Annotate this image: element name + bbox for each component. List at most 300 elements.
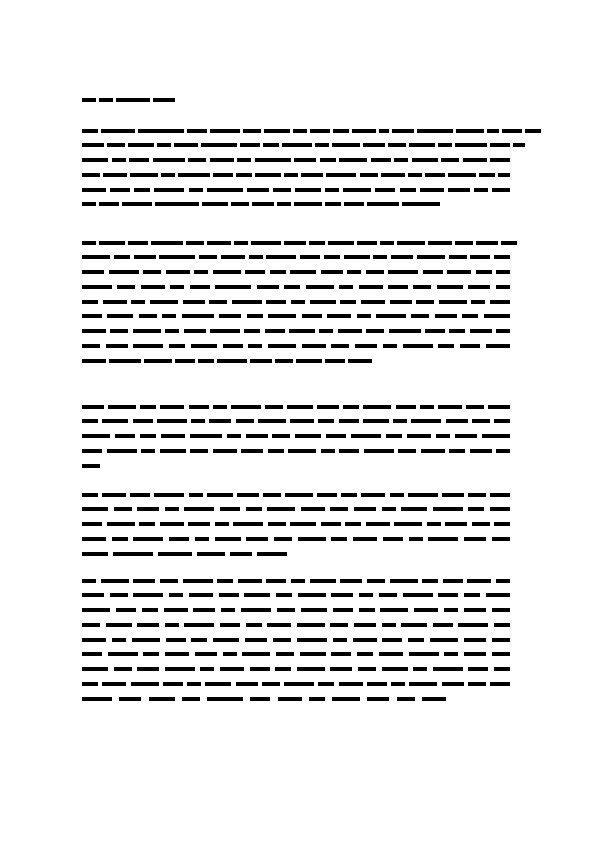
word-block [468,493,486,497]
word-block [309,697,325,701]
word-block [484,314,510,318]
word-block [221,255,245,259]
word-block [328,241,354,245]
word-block [496,579,510,583]
word-block [250,697,270,701]
word-block [441,158,459,162]
word-block [207,241,231,245]
word-block [390,300,412,304]
word-block [293,129,307,133]
word-block [438,344,454,348]
word-block [82,682,98,686]
word-block [332,697,360,701]
word-block [354,623,376,627]
word-block [300,255,320,259]
word-block [133,344,163,348]
word-block [455,241,473,245]
word-block [130,493,150,497]
word-block [401,507,427,511]
word-block [144,359,172,363]
word-block [250,359,272,363]
word-block [367,697,389,701]
word-block [416,300,434,304]
word-block [82,270,104,274]
word-block [232,300,262,304]
word-block [302,344,326,348]
text-line [82,696,446,701]
word-block [330,623,348,627]
word-block [213,270,241,274]
word-block [119,697,141,701]
word-block [448,173,476,177]
word-block [134,255,156,259]
word-block [525,129,541,133]
word-block [133,329,161,333]
word-block [403,344,433,348]
word-block [462,314,478,318]
word-block [82,202,96,206]
word-block [165,623,179,627]
word-block [393,419,407,423]
text-line [82,578,510,583]
word-block [166,638,186,642]
word-block [366,522,390,526]
text-line [82,299,510,304]
word-block [436,434,450,438]
word-block [367,682,387,686]
word-block [227,434,241,438]
word-block [490,507,510,511]
word-block [107,314,133,318]
word-block [210,329,240,333]
word-block [359,593,373,597]
word-block [210,129,240,133]
word-block [82,143,104,147]
word-block [301,608,327,612]
word-block [129,158,149,162]
word-block [183,579,213,583]
word-block [263,143,279,147]
word-block [380,608,408,612]
word-block [215,522,229,526]
word-block [166,270,190,274]
word-block [353,638,377,642]
text-line [82,270,510,275]
word-block [82,608,110,612]
text-line [82,551,287,556]
word-block [82,638,106,642]
word-block [331,537,347,541]
word-block [236,419,254,423]
word-block [107,522,135,526]
word-block [131,682,159,686]
word-block [220,507,240,511]
word-block [160,579,178,583]
word-block [276,652,294,656]
word-block [414,608,438,612]
word-block [422,579,438,583]
word-block [359,285,383,289]
word-block [366,270,384,274]
word-block [394,158,408,162]
paragraph [82,128,510,207]
word-block [163,682,183,686]
word-block [409,143,435,147]
word-block [357,652,373,656]
word-block [270,270,286,274]
word-block [398,449,416,453]
word-block [455,143,487,147]
word-block [363,405,391,409]
word-block [325,188,339,192]
word-block [455,434,477,438]
title-word [99,98,113,102]
word-block [158,552,192,556]
word-block [438,143,452,147]
word-block [82,579,96,583]
word-block [110,188,130,192]
word-block [382,507,396,511]
word-block [237,493,259,497]
word-block [412,158,438,162]
word-block [233,522,263,526]
word-block [482,434,510,438]
word-block [223,344,243,348]
word-block [345,522,361,526]
word-block [340,300,356,304]
word-block [210,158,234,162]
word-block [82,434,110,438]
word-block [187,129,207,133]
word-block [442,682,464,686]
word-block [338,329,362,333]
word-block [240,143,260,147]
word-block [388,285,408,289]
word-block [433,623,453,627]
word-block [246,507,262,511]
word-block [494,667,510,671]
text-line [82,329,510,334]
word-block [82,419,98,423]
word-block [327,314,351,318]
word-block [363,419,389,423]
word-block [383,537,403,541]
word-block [449,449,465,453]
word-block [302,314,322,318]
word-block [291,300,305,304]
word-block [267,623,291,627]
word-block [219,314,241,318]
text-line [82,344,510,349]
word-block [273,638,291,642]
word-block [331,593,353,597]
word-block [396,405,416,409]
word-block [189,593,213,597]
word-block [411,419,441,423]
word-block [107,143,125,147]
word-block [207,697,243,701]
text-line [82,507,510,512]
word-block [202,202,228,206]
word-block [103,173,127,177]
word-block [325,202,341,206]
word-block [82,522,102,526]
word-block [186,241,204,245]
word-block [109,270,139,274]
word-block [464,652,486,656]
word-block [285,493,313,497]
word-block [474,188,488,192]
word-block [82,593,104,597]
word-block [114,255,130,259]
word-block [317,405,339,409]
word-block [159,255,195,259]
word-block [379,652,403,656]
word-block [134,188,150,192]
word-block [149,697,175,701]
word-block [472,419,490,423]
word-block [333,638,347,642]
word-block [102,419,128,423]
word-block [344,202,364,206]
word-block [449,329,465,333]
word-block [391,255,413,259]
word-block [142,608,158,612]
word-block [423,270,443,274]
word-block [140,434,156,438]
word-block [195,652,217,656]
word-block [464,638,486,642]
word-block [169,344,185,348]
word-block [154,493,184,497]
word-block [213,405,227,409]
word-block [109,359,141,363]
word-block [428,241,452,245]
word-block [108,405,136,409]
word-block [344,255,370,259]
word-block [471,300,485,304]
word-block [427,522,441,526]
word-block [444,608,458,612]
word-block [409,537,423,541]
word-block [390,493,404,497]
word-block [217,359,247,363]
word-block [275,359,293,363]
word-block [169,537,189,541]
word-block [428,537,458,541]
word-block [116,608,136,612]
word-block [277,608,295,612]
word-block [165,667,195,671]
word-block [133,537,163,541]
word-block [472,522,490,526]
word-block [397,241,425,245]
word-block [430,638,458,642]
word-block [442,493,464,497]
word-block [251,241,281,245]
title-word [153,98,175,102]
word-block [309,241,325,245]
word-block [190,434,222,438]
word-block [137,667,159,671]
word-block [339,682,363,686]
word-block [422,697,446,701]
word-block [246,623,262,627]
word-block [392,129,414,133]
word-block [246,434,268,438]
word-block [284,241,306,245]
word-block [476,270,492,274]
word-block [113,552,153,556]
word-block [199,255,217,259]
text-line [82,434,510,439]
word-block [272,434,290,438]
word-block [360,173,378,177]
word-block [460,344,480,348]
word-block [107,449,137,453]
word-block [82,173,100,177]
word-block [290,270,316,274]
word-block [143,270,161,274]
word-block [174,143,198,147]
word-block [112,158,126,162]
word-block [266,300,286,304]
word-block [209,419,231,423]
word-block [82,158,108,162]
word-block [82,449,102,453]
text-line [82,143,510,148]
word-block [379,129,389,133]
word-block [388,270,418,274]
word-block [130,173,158,177]
word-block [294,202,322,206]
word-block [243,129,261,133]
word-block [221,608,235,612]
word-block [234,241,248,245]
word-block [201,143,237,147]
word-block [375,188,395,192]
word-block [190,285,210,289]
word-block [339,158,367,162]
word-block [289,329,315,333]
word-block [320,158,336,162]
word-block [244,593,270,597]
word-block [330,507,348,511]
word-block [237,158,251,162]
word-block [310,579,336,583]
word-block [215,537,241,541]
word-block [411,314,429,318]
word-block [250,667,270,671]
word-block [449,255,467,259]
word-block [468,682,486,686]
word-block [389,329,421,333]
word-block [340,579,362,583]
word-block [417,255,445,259]
word-block [265,405,283,409]
word-block [284,285,300,289]
word-block [160,405,184,409]
word-block [157,143,171,147]
word-block [467,579,491,583]
word-block [257,552,287,556]
text-line [82,593,510,598]
word-block [347,270,361,274]
word-block [357,314,371,318]
word-block [247,314,263,318]
word-block [290,522,316,526]
word-block [160,449,186,453]
text-line [82,492,510,497]
word-block [266,255,296,259]
word-block [128,143,154,147]
word-block [447,270,471,274]
word-block [162,314,176,318]
word-block [175,359,195,363]
word-block [439,300,467,304]
word-block [490,158,510,162]
text-line [82,652,510,657]
word-block [191,419,205,423]
word-block [255,158,291,162]
word-block [490,493,510,497]
word-block [241,608,271,612]
word-block [487,129,499,133]
word-block [238,579,262,583]
word-block [161,434,185,438]
paragraph [82,578,510,701]
word-block [82,241,96,245]
word-block [189,405,209,409]
word-block [246,537,268,541]
word-block [106,344,128,348]
word-block [488,405,510,409]
word-block [297,638,327,642]
word-block [343,405,359,409]
word-block [437,285,463,289]
word-block [82,329,106,333]
word-block [284,173,298,177]
word-block [470,255,490,259]
word-block [108,652,138,656]
word-block [284,682,314,686]
word-block [178,173,210,177]
word-block [213,638,239,642]
word-block [492,537,510,541]
word-block [182,697,200,701]
word-block [433,667,463,671]
word-block [339,449,359,453]
word-block [189,493,203,497]
word-block [195,537,209,541]
word-block [190,449,208,453]
word-block [268,314,296,318]
word-block [277,202,291,206]
word-block [137,507,159,511]
word-block [217,579,233,583]
paragraph [82,492,510,556]
word-block [339,419,359,423]
title-word [82,98,96,102]
word-block [496,449,510,453]
word-block [157,419,187,423]
word-block [301,507,325,511]
word-block [380,241,394,245]
word-block [133,579,155,583]
word-block [160,522,184,526]
word-block [443,579,463,583]
word-block [363,143,385,147]
